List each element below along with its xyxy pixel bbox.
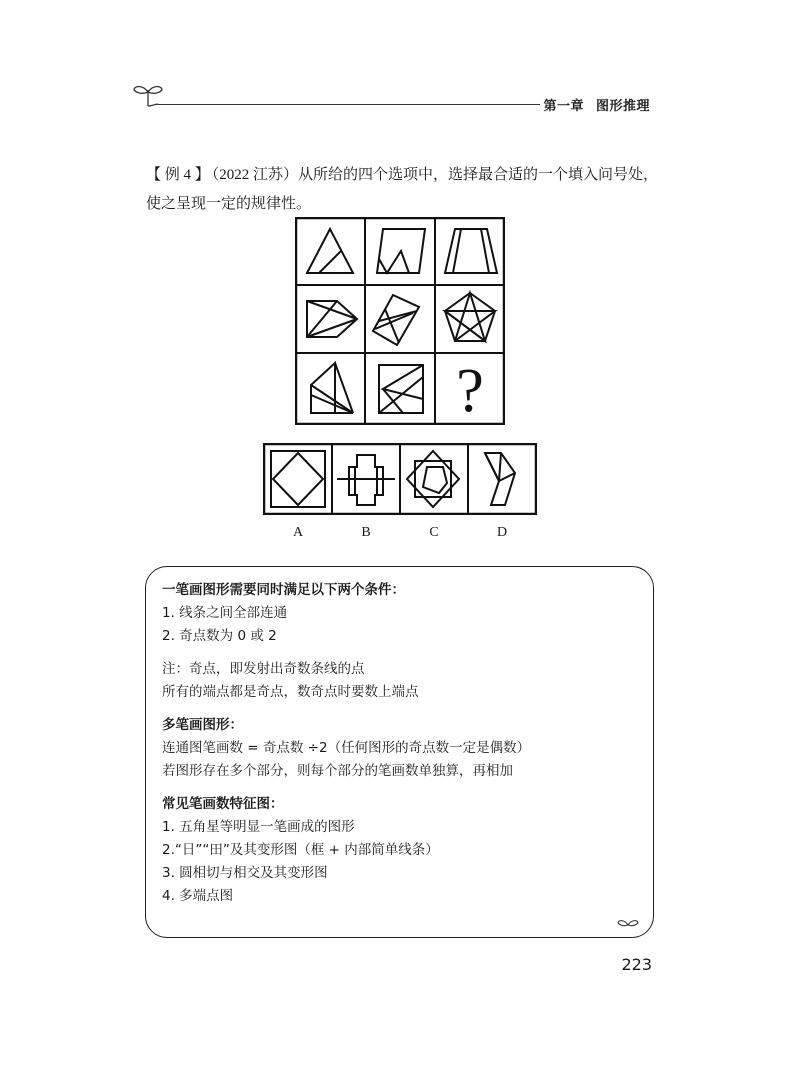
question-text bbox=[146, 160, 662, 217]
option-b-figure[interactable] bbox=[337, 455, 395, 505]
tips-heading-common: 常见笔画数特征图： bbox=[162, 796, 284, 812]
cell-parallelogram bbox=[377, 229, 425, 273]
tips-box bbox=[145, 566, 654, 938]
header-rule bbox=[156, 104, 540, 105]
tips-note-2: 所有的端点都是奇点，数奇点时要数上端点 bbox=[162, 684, 419, 700]
option-a-figure[interactable] bbox=[271, 451, 325, 507]
tips-note-1: 注：奇点，即发射出奇数条线的点 bbox=[162, 661, 365, 677]
tips-condition-1: 1. 线条之间全部连通 bbox=[162, 605, 288, 621]
example-tag: 【 例 4 】 bbox=[146, 167, 210, 183]
question-source: （2022 江苏） bbox=[211, 167, 299, 183]
cell-trapezoid bbox=[445, 229, 497, 273]
option-label-a[interactable]: A bbox=[292, 525, 304, 540]
tips-content bbox=[162, 579, 530, 908]
cell-pentagon-star bbox=[445, 293, 495, 341]
question-body: 从所给的四个选项中，选择最合适的一个填入问号处，使之呈现一定的规律性。 bbox=[146, 165, 659, 212]
tips-list-1: 1. 五角星等明显一笔画成的图形 bbox=[162, 819, 355, 835]
cell-triangle bbox=[307, 229, 353, 273]
tips-heading-multi-stroke: 多笔画图形： bbox=[162, 717, 243, 733]
chapter-number: 第一章 bbox=[543, 99, 584, 114]
puzzle-grid bbox=[295, 217, 505, 425]
cell-fan-trapezoid bbox=[311, 363, 353, 413]
tips-multi-1: 连通图笔画数 = 奇点数 ÷2（任何图形的奇点数一定是偶数） bbox=[162, 740, 531, 756]
page-number: 223 bbox=[621, 955, 652, 974]
cell-arrow-pentagon bbox=[307, 301, 357, 337]
cell-rotated-quad bbox=[373, 295, 419, 345]
tips-list-3: 3. 圆相切与相交及其变形图 bbox=[162, 865, 328, 881]
option-c-figure[interactable] bbox=[407, 451, 459, 507]
tips-list-4: 4. 多端点图 bbox=[162, 888, 234, 904]
leaf-icon bbox=[617, 917, 639, 931]
option-d-figure[interactable] bbox=[485, 453, 515, 505]
option-label-c[interactable]: C bbox=[429, 525, 439, 540]
tips-list-2: 2.“日”“田”及其变形图（框 + 内部简单线条） bbox=[162, 842, 439, 858]
option-label-b[interactable]: B bbox=[361, 525, 371, 540]
tips-condition-2: 2. 奇点数为 0 或 2 bbox=[162, 628, 277, 644]
answer-options bbox=[263, 443, 537, 515]
tips-multi-2: 若图形存在多个部分，则每个部分的笔画数单独算，再相加 bbox=[162, 763, 513, 779]
chapter-title: 图形推理 bbox=[595, 99, 650, 114]
chapter-heading bbox=[543, 95, 650, 114]
option-label-d[interactable]: D bbox=[496, 525, 508, 540]
tips-heading-one-stroke: 一笔画图形需要同时满足以下两个条件： bbox=[162, 582, 405, 598]
cell-square-lines bbox=[379, 365, 423, 413]
question-mark: ? bbox=[456, 357, 484, 425]
